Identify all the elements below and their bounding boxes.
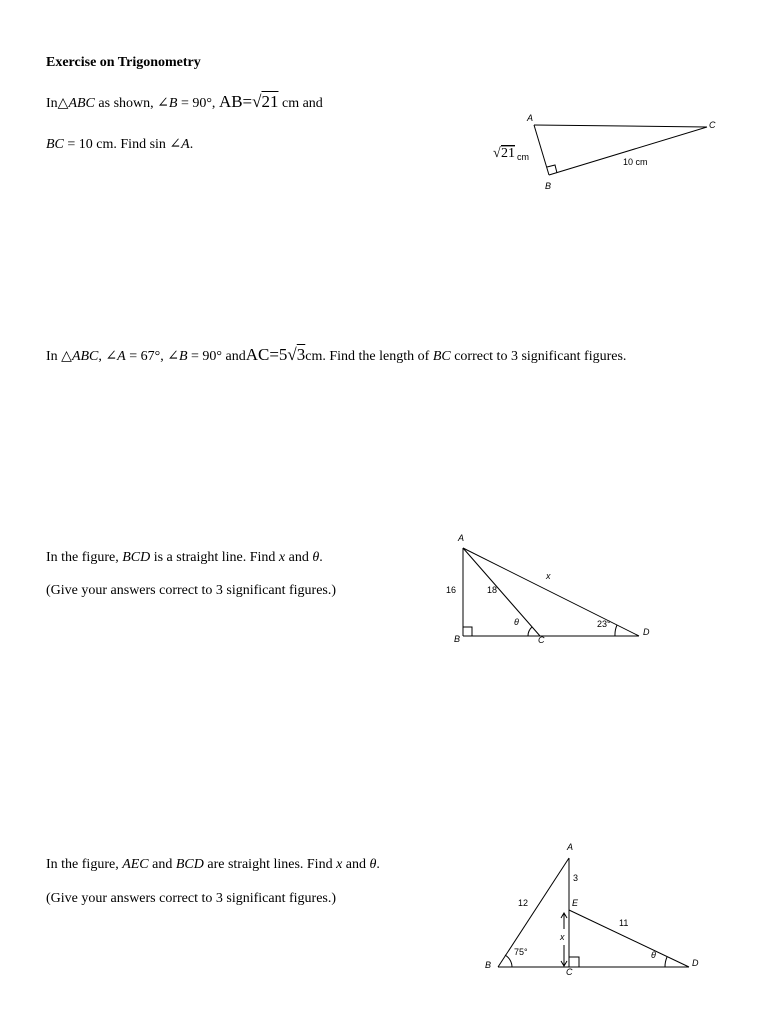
triangle-symbol: △: [57, 96, 69, 111]
q4-label-d: D: [692, 958, 699, 968]
q3-period: .: [319, 550, 323, 565]
q1-angle-b: B: [168, 96, 178, 111]
q2-triangle-name: ABC: [71, 349, 99, 364]
angle-symbol: ∠: [167, 349, 179, 364]
q4-side-ed-line: [569, 910, 689, 967]
q1-text-shown: as shown,: [94, 96, 158, 111]
angle-symbol: ∠: [157, 96, 169, 111]
q4-period: .: [376, 857, 380, 872]
q4-text-and: and: [148, 857, 176, 872]
q1-sqrt-symbol: √: [493, 146, 501, 161]
q3-label-c: C: [538, 635, 545, 645]
q1-angle-a: A: [181, 137, 190, 152]
q1-line1: In△ABC as shown, ∠B = 90°, AB=√21 cm and: [46, 92, 323, 111]
q4-label-c: C: [566, 967, 573, 977]
q4-right-angle-mark: [569, 957, 579, 967]
q2-ac-label: AC=5: [245, 345, 288, 364]
q3-side-ad-label: x: [546, 571, 551, 581]
q3-label-a: A: [458, 533, 465, 543]
q1-side-bc-label: 10 cm: [623, 157, 648, 167]
q2-text-in: In: [46, 349, 62, 364]
q1-side-ab-radicand: 21: [501, 146, 515, 161]
q1-period: .: [189, 137, 194, 152]
q3-label-d: D: [643, 627, 650, 637]
q4-line-bcd: BCD: [175, 857, 204, 872]
q3-side-ab-label: 16: [446, 585, 457, 595]
q4-side-ab-line: [498, 858, 569, 967]
angle-symbol: ∠: [169, 137, 182, 152]
q1-triangle-name: ABC: [68, 96, 95, 111]
triangle-symbol: △: [61, 349, 72, 364]
q3-line-bcd: BCD: [122, 550, 151, 565]
q2-angle-a-value: = 67°,: [125, 349, 168, 364]
q3-text-and: and: [285, 550, 313, 565]
q1-text-bc-value: = 10 cm. Find sin: [63, 137, 170, 152]
q4-angle-d-arc: [665, 957, 667, 967]
q4-angle-b-label: 75°: [514, 947, 528, 957]
q2-text-rest2: correct to 3 significant figures.: [450, 349, 627, 364]
q1-ab-radicand: 21: [261, 92, 279, 111]
q2-comma: ,: [98, 349, 106, 364]
q1-text-cm-and: cm and: [278, 96, 323, 111]
q4-text-mid: are straight lines. Find: [203, 857, 337, 872]
q1-text-in: In: [46, 96, 58, 111]
q4-angle-d-label: θ: [651, 950, 656, 960]
q4-var-theta: θ: [369, 857, 377, 872]
q3-label-b: B: [454, 634, 461, 644]
q2-line1: In △ABC, ∠A = 67°, ∠B = 90° andAC=5√3cm. Find the length of BC correct to 3 significant figures.: [46, 345, 627, 364]
q1-label-b: B: [545, 181, 552, 191]
q4-line-aec: AEC: [122, 857, 149, 872]
q1-ab-label: AB=: [218, 92, 253, 111]
q2-text-rest: cm. Find the length of: [305, 349, 433, 364]
q1-label-c: C: [709, 120, 716, 130]
q2-angle-b: B: [178, 349, 188, 364]
q4-side-ec-label: x: [560, 932, 565, 942]
q2-ac-radicand: 3: [296, 345, 306, 364]
q1-side-bc: BC: [46, 137, 64, 152]
q4-text-and2: and: [342, 857, 370, 872]
q3-text-pre: In the figure,: [46, 550, 123, 565]
angle-symbol: ∠: [105, 349, 118, 364]
q3-line2: (Give your answers correct to 3 significant figures.): [46, 583, 337, 598]
q4-side-ed-label: 11: [619, 918, 629, 928]
page-title: Exercise on Trigonometry: [46, 55, 201, 70]
q4-label-a: A: [567, 842, 574, 852]
q3-var-theta: θ: [312, 550, 320, 565]
q3-text-mid: is a straight line. Find: [150, 550, 279, 565]
q4-line2: (Give your answers correct to 3 significant figures.): [46, 891, 337, 906]
q4-label-b: B: [485, 960, 492, 970]
q1-label-a: A: [527, 113, 534, 123]
q3-angle-theta-label: θ: [514, 617, 519, 627]
q2-angle-a: A: [117, 349, 126, 364]
q4-label-e: E: [572, 898, 579, 908]
q3-angle-d-label: 23°: [597, 619, 611, 629]
q1-side-ab-unit: cm: [517, 152, 529, 162]
q1-angle-b-value: = 90°,: [177, 96, 219, 111]
q3-var-x: x: [278, 550, 286, 565]
q2-angle-b-value: = 90° and: [187, 349, 246, 364]
q4-var-x: x: [336, 857, 343, 872]
q4-side-ab-label: 12: [518, 898, 529, 908]
q4-text-pre: In the figure,: [46, 857, 123, 872]
q4-angle-b-arc: [505, 955, 512, 967]
q3-side-ac-label: 18: [487, 585, 498, 595]
q2-side-bc: BC: [432, 349, 451, 364]
q4-side-ae-label: 3: [573, 873, 579, 883]
